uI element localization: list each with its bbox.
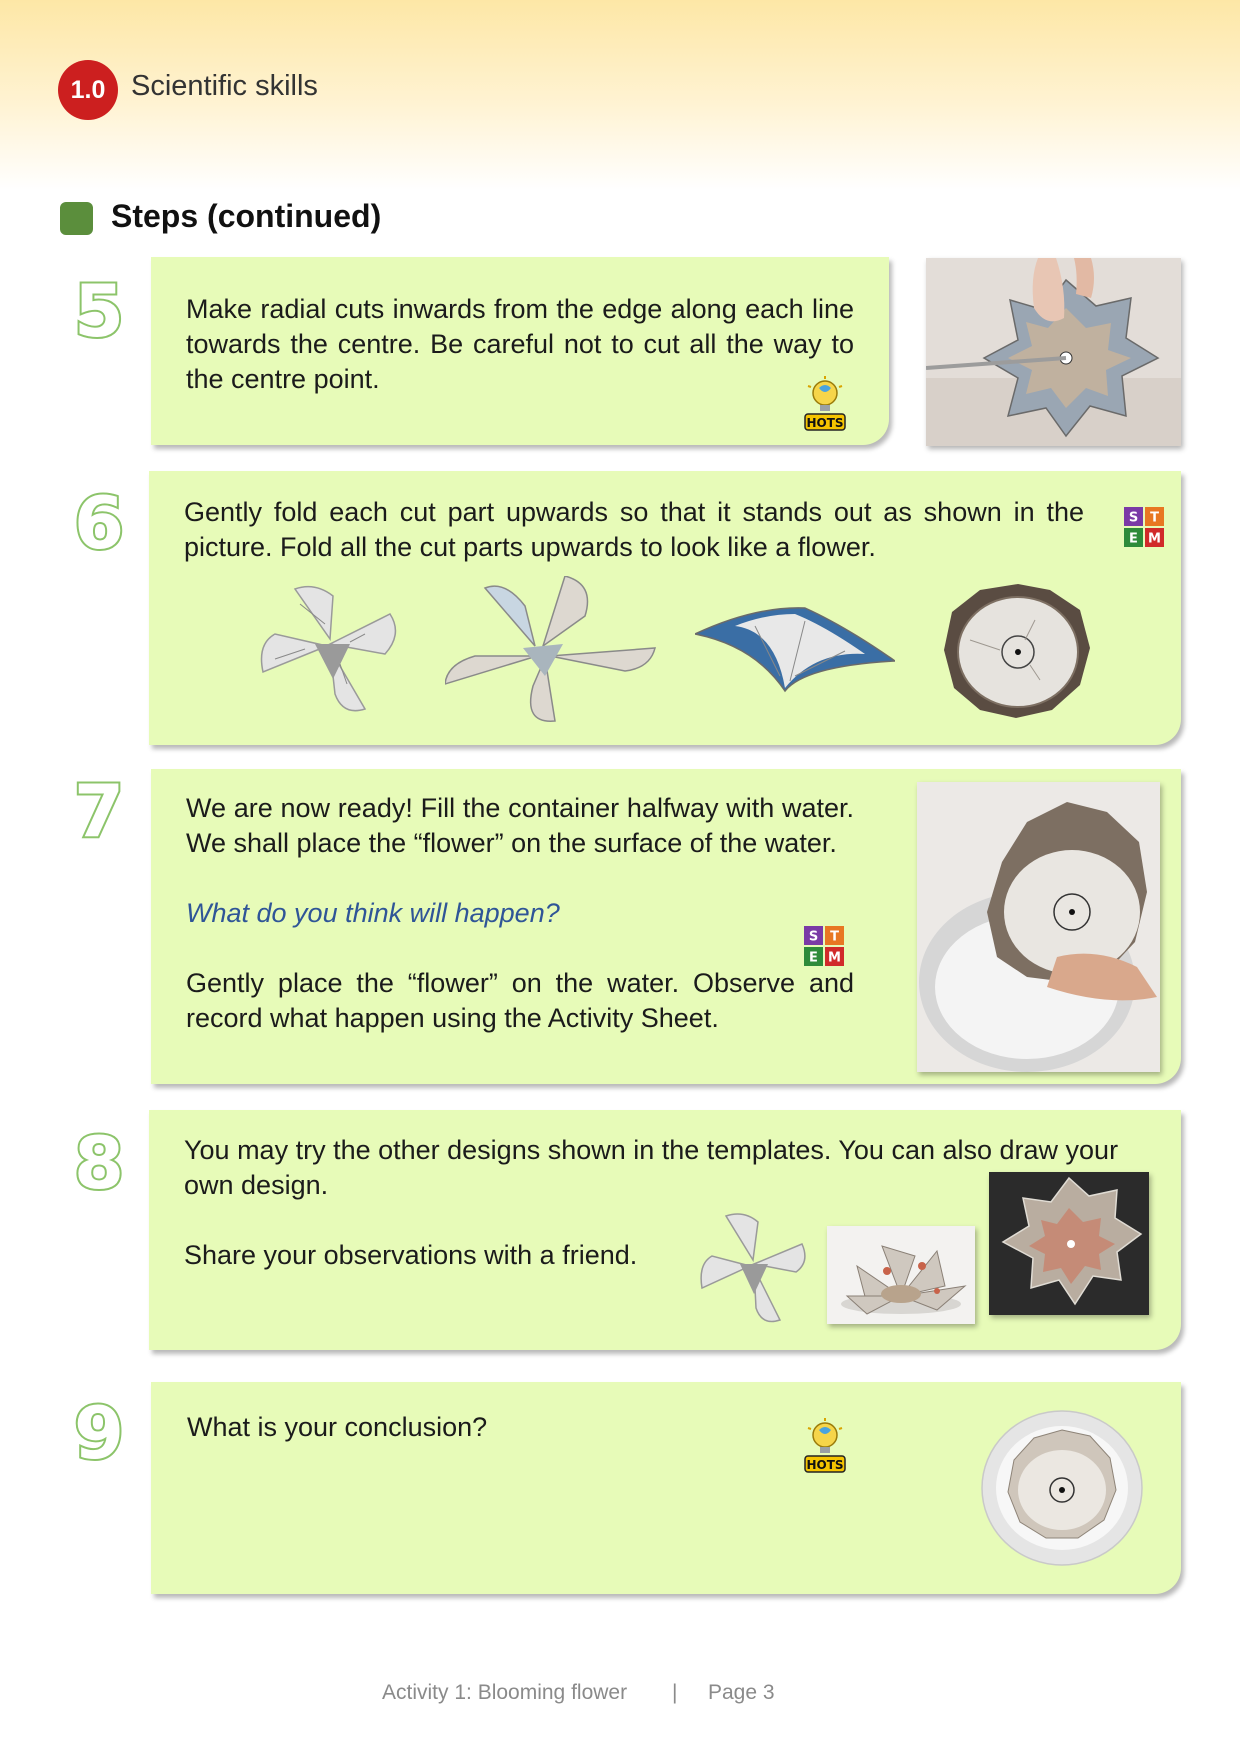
step-5-text: [186, 292, 854, 397]
step-5-paragraph: Make radial cuts inwards from the edge along each line towards the centre. Be careful not to cut all the way to the centre point.: [186, 294, 854, 394]
step-number-5-text: 5: [73, 270, 125, 350]
footer-page-number: Page 3: [708, 1681, 775, 1704]
hots-badge-label: HOTS: [806, 1458, 844, 1472]
step-7-paragraph-2: Gently place the “flower” on the water. Observe and record what happen using the Activity Sheet.: [186, 968, 854, 1033]
step-number-5: [64, 270, 134, 350]
design-example-image-1: [698, 1212, 808, 1324]
step-8-paragraph-2: Share your observations with a friend.: [184, 1240, 638, 1270]
step-number-6: [64, 482, 134, 562]
stem-badge: [1123, 506, 1165, 548]
stem-letter-m: M: [1148, 531, 1161, 547]
step-7-photo: [917, 782, 1160, 1072]
step-number-7-text: 7: [73, 770, 125, 850]
section-marker-icon: [60, 202, 93, 235]
stem-letter-t: T: [1150, 510, 1159, 526]
step-9-paragraph: What is your conclusion?: [187, 1412, 488, 1442]
step-number-9: [64, 1392, 134, 1472]
step-number-9-text: 9: [73, 1392, 125, 1472]
folded-flower-image-4: [940, 580, 1095, 720]
design-example-image-2: [827, 1226, 975, 1324]
step-number-7: [64, 770, 134, 850]
step-6-text: [184, 495, 1084, 565]
hots-badge-label: HOTS: [806, 416, 844, 430]
step-9-text: [187, 1410, 855, 1445]
footer-separator: |: [672, 1681, 678, 1704]
stem-badge: [803, 925, 845, 967]
step-7-question: What do you think will happen?: [186, 898, 560, 928]
section-title: Steps (continued): [111, 198, 382, 234]
step-6-paragraph: Gently fold each cut part upwards so that it stands out as shown in the picture. Fold all the cut parts upwards to look like a flower.: [184, 497, 1084, 562]
folded-flower-image-3: [695, 596, 895, 696]
folded-flower-image-2: [445, 576, 667, 724]
step-number-8: [64, 1122, 134, 1202]
chapter-title: Scientific skills: [131, 70, 318, 102]
stem-letter-m: M: [828, 950, 841, 966]
step-7-text: [186, 791, 854, 1036]
stem-letter-s: S: [1128, 510, 1139, 526]
stem-letter-e: E: [809, 950, 818, 966]
hots-badge: [804, 1418, 846, 1474]
chapter-number-badge: 1.0: [58, 60, 118, 120]
step-5-photo: [926, 258, 1181, 446]
step-8-paragraph-1: You may try the other designs shown in the templates. You can also draw your own design.: [184, 1135, 1119, 1200]
stem-letter-s: S: [808, 929, 819, 945]
stem-letter-t: T: [830, 929, 839, 945]
stem-letter-e: E: [1129, 531, 1138, 547]
hots-badge: [804, 376, 846, 432]
step-9-photo: [980, 1408, 1145, 1568]
footer-activity: Activity 1: Blooming flower: [382, 1681, 628, 1704]
design-example-image-3: [989, 1172, 1149, 1315]
step-number-8-text: 8: [73, 1122, 125, 1202]
folded-flower-image-1: [255, 584, 405, 714]
step-number-6-text: 6: [73, 482, 125, 562]
step-7-paragraph-1: We are now ready! Fill the container halfway with water. We shall place the “flower” on the surface of the water.: [186, 793, 854, 858]
